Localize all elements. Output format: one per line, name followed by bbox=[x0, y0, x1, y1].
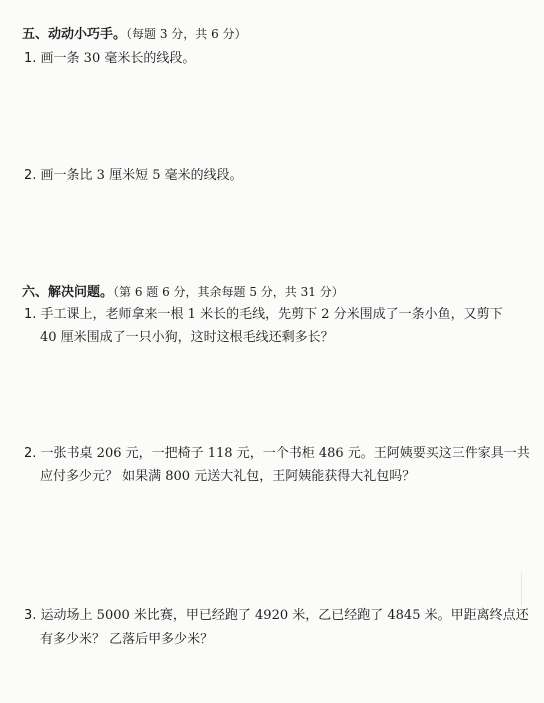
answer-area[interactable] bbox=[20, 655, 524, 697]
question-number: 2. bbox=[24, 446, 37, 461]
question-text: 应付多少元？ 如果满 800 元送大礼包，王阿姨能获得大礼包吗？ bbox=[40, 469, 416, 484]
section-5-question-2 bbox=[24, 167, 243, 185]
question-text: 画一条 30 毫米长的线段。 bbox=[40, 51, 196, 66]
section-5-note: （每题 3 分，共 6 分） bbox=[126, 27, 247, 41]
scan-mark bbox=[521, 572, 522, 606]
question-text: 一张书桌 206 元，一把椅子 118 元，一个书柜 486 元。王阿姨要买这三件家具一共 bbox=[40, 446, 530, 461]
question-number: 2. bbox=[24, 168, 37, 183]
section-6-note: （第 6 题 6 分，其余每题 5 分，共 31 分） bbox=[113, 285, 344, 299]
section-5-title: 五、动动小巧手。 bbox=[22, 27, 127, 42]
question-text: 有多少米？ 乙落后甲多少米？ bbox=[40, 632, 214, 647]
section-5-heading bbox=[22, 25, 247, 44]
answer-area[interactable] bbox=[20, 492, 524, 592]
question-text: 运动场上 5000 米比赛，甲已经跑了 4920 米，乙已经跑了 4845 米。甲距离终点还 bbox=[40, 608, 529, 623]
section-6-question-2-line-2 bbox=[40, 468, 415, 486]
section-5-question-1 bbox=[24, 50, 195, 68]
answer-area[interactable] bbox=[20, 72, 524, 162]
question-number: 1. bbox=[24, 307, 37, 322]
section-6-question-3-line-1 bbox=[24, 607, 529, 625]
question-text: 40 厘米围成了一只小狗，这时这根毛线还剩多长？ bbox=[40, 330, 334, 345]
question-number: 3. bbox=[24, 608, 37, 623]
section-6-question-1-line-2 bbox=[40, 329, 334, 347]
section-6-question-2-line-1 bbox=[24, 445, 530, 463]
answer-area[interactable] bbox=[20, 352, 524, 437]
section-6-question-1-line-1 bbox=[24, 306, 503, 324]
question-text: 手工课上，老师拿来一根 1 米长的毛线，先剪下 2 分米围成了一条小鱼，又剪下 bbox=[40, 307, 503, 322]
section-6-title: 六、解决问题。 bbox=[22, 285, 114, 300]
answer-area[interactable] bbox=[20, 190, 524, 280]
section-6-heading bbox=[22, 283, 344, 302]
question-text: 画一条比 3 厘米短 5 毫米的线段。 bbox=[40, 168, 243, 183]
question-number: 1. bbox=[24, 51, 37, 66]
section-6-question-3-line-2 bbox=[40, 631, 213, 649]
